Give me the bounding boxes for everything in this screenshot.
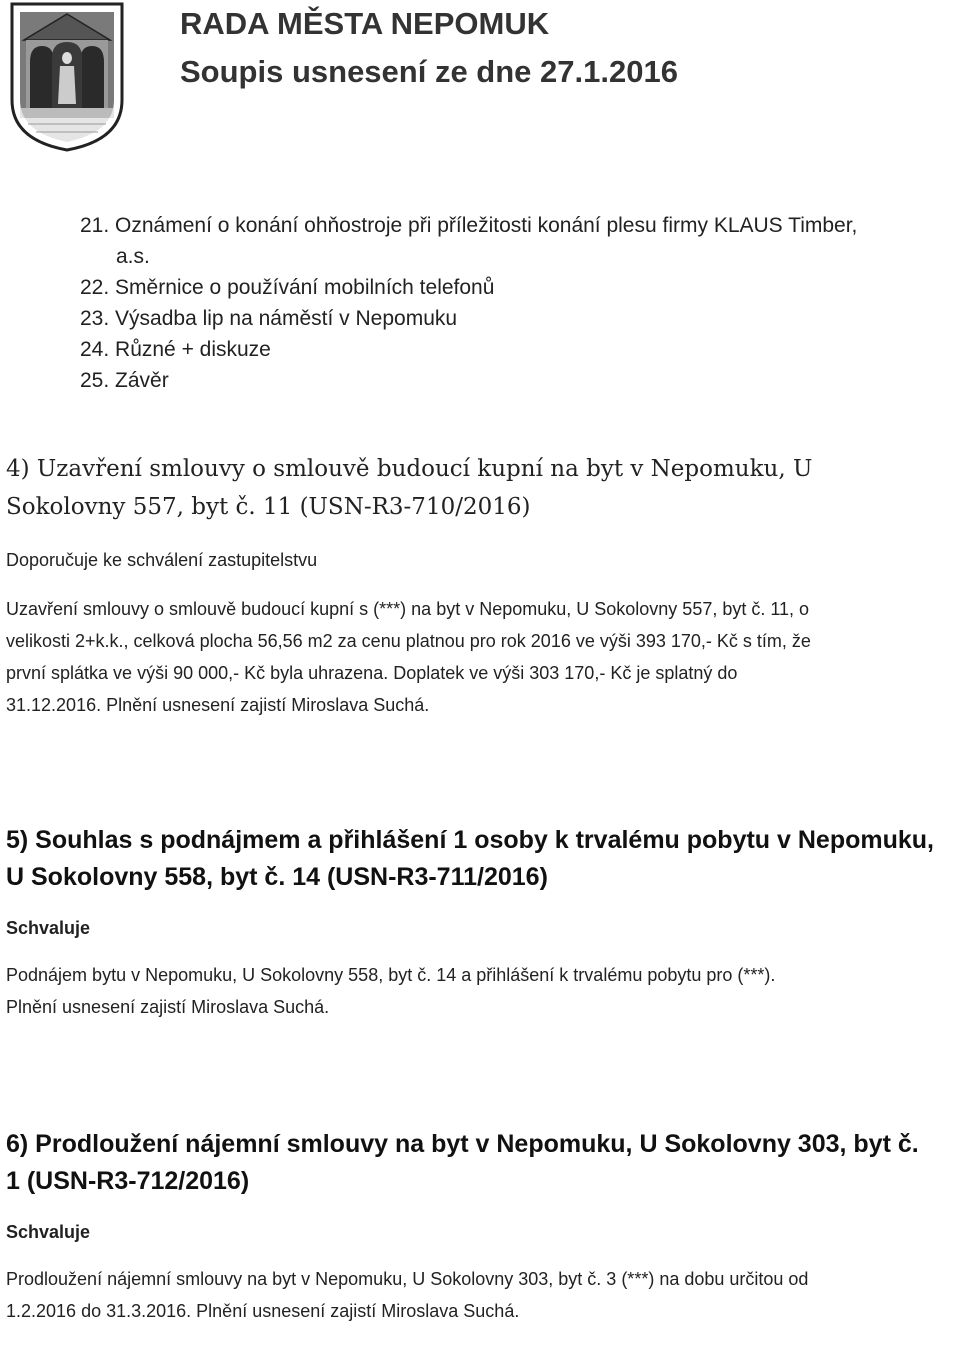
document-subtitle: Soupis usnesení ze dne 27.1.2016 (180, 54, 678, 89)
town-coat-of-arms-logo (8, 0, 126, 152)
agenda-item-21-cont: a.s. (116, 245, 150, 268)
section-4-body: Uzavření smlouvy o smlouvě budoucí kupní s (***) na byt v Nepomuku, U Sokolovny 557, byt č. 11, o velikosti 2+k.k., celková plocha 56,56 m2 za cenu platnou pro rok 2016 ve výši 393 170,- Kč s tím, že první splátka ve výši 90 000,- Kč byla uhrazena. Doplatek ve výši 303 170,- Kč je splatný do 31.12.2016. Plnění usnesení zajistí Miroslava Suchá. (6, 599, 811, 715)
section-4-heading: 4) Uzavření smlouvy o smlouvě budoucí kupní na byt v Nepomuku, U Sokolovny 557, byt č. 11 (USN-R3-710/2016) (6, 456, 813, 520)
section-5-body: Podnájem bytu v Nepomuku, U Sokolovny 558, byt č. 14 a přihlášení k trvalému pobytu pro (***). Plnění usnesení zajistí Miroslava Suchá. (6, 965, 776, 1017)
section-6-heading: 6) Prodloužení nájemní smlouvy na byt v Nepomuku, U Sokolovny 303, byt č. 1 (USN-R3-712/2016) (6, 1130, 919, 1195)
section-4-label: Doporučuje ke schválení zastupitelstvu (6, 550, 318, 570)
resolution-section-5 (6, 822, 954, 1023)
agenda-item-22: 22. Směrnice o používání mobilních telefonů (80, 276, 495, 299)
agenda-item-25: 25. Závěr (80, 369, 169, 392)
resolution-section-6 (6, 1126, 954, 1327)
section-5-label: Schvaluje (6, 918, 91, 938)
agenda-list (80, 210, 857, 396)
agenda-item-21: 21. Oznámení o konání ohňostroje při příležitosti konání plesu firmy KLAUS Timber, (80, 214, 858, 237)
section-6-body: Prodloužení nájemní smlouvy na byt v Nepomuku, U Sokolovny 303, byt č. 3 (***) na dobu určitou od 1.2.2016 do 31.3.2016. Plnění usnesení zajistí Miroslava Suchá. (6, 1269, 809, 1321)
agenda-item-23: 23. Výsadba lip na náměstí v Nepomuku (80, 307, 458, 330)
section-6-label: Schvaluje (6, 1222, 91, 1242)
resolution-section-4 (6, 450, 954, 721)
document-title: RADA MĚSTA NEPOMUK (180, 6, 550, 41)
agenda-item-24: 24. Různé + diskuze (80, 338, 271, 361)
section-5-heading: 5) Souhlas s podnájmem a přihlášení 1 osoby k trvalému pobytu v Nepomuku, U Sokolovny 558, byt č. 14 (USN-R3-711/2016) (6, 826, 934, 891)
